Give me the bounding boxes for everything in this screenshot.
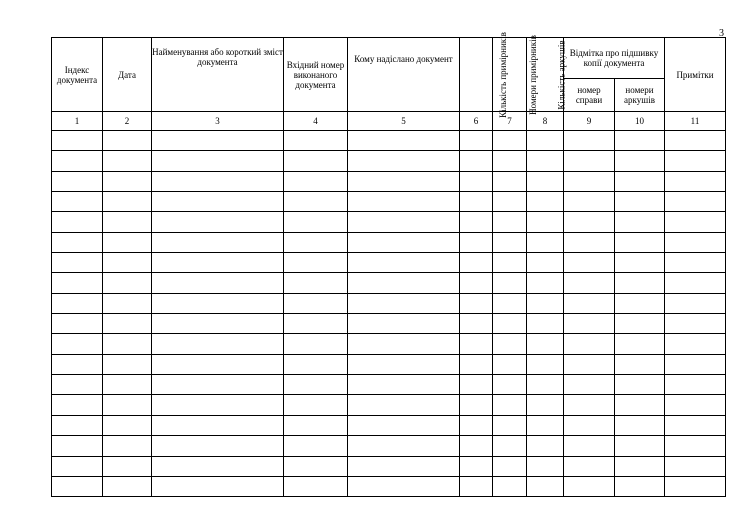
header-notes: Примітки xyxy=(665,38,726,112)
table-cell xyxy=(103,456,152,476)
table-cell xyxy=(493,476,527,496)
table-cell xyxy=(152,192,284,212)
table-cell xyxy=(348,334,460,354)
table-cell xyxy=(152,415,284,435)
table-row xyxy=(52,395,726,415)
table-cell xyxy=(460,232,493,252)
table-cell xyxy=(615,192,665,212)
table-cell xyxy=(152,151,284,171)
table-cell xyxy=(103,192,152,212)
table-row xyxy=(52,212,726,232)
table-cell xyxy=(665,253,726,273)
table-cell xyxy=(564,151,615,171)
table-cell xyxy=(564,293,615,313)
header-sheets-count xyxy=(527,38,567,112)
table-cell xyxy=(460,273,493,293)
table-cell xyxy=(52,171,103,191)
page-number: 3 xyxy=(719,28,724,39)
table-cell xyxy=(460,375,493,395)
table-cell xyxy=(348,415,460,435)
table-cell xyxy=(152,476,284,496)
table-cell xyxy=(665,293,726,313)
table-cell xyxy=(348,354,460,374)
table-cell xyxy=(564,375,615,395)
table-cell xyxy=(615,171,665,191)
table-row xyxy=(52,171,726,191)
table-cell xyxy=(493,253,527,273)
table-cell xyxy=(665,171,726,191)
table-cell xyxy=(493,293,527,313)
table-cell xyxy=(615,456,665,476)
table-cell xyxy=(284,171,348,191)
table-cell xyxy=(527,273,564,293)
table-cell xyxy=(52,131,103,151)
table-cell xyxy=(615,131,665,151)
table-cell xyxy=(103,151,152,171)
column-number: 6 xyxy=(460,112,493,131)
table-cell xyxy=(460,436,493,456)
table-cell xyxy=(348,232,460,252)
table-cell xyxy=(152,232,284,252)
table-cell xyxy=(103,314,152,334)
header-date: Дата xyxy=(103,38,152,112)
table-cell xyxy=(665,212,726,232)
table-cell xyxy=(493,171,527,191)
table-row xyxy=(52,192,726,212)
table-cell xyxy=(665,354,726,374)
table-cell xyxy=(493,212,527,232)
table-cell xyxy=(665,273,726,293)
table-cell xyxy=(284,151,348,171)
table-cell xyxy=(52,314,103,334)
table-cell xyxy=(615,476,665,496)
table-cell xyxy=(52,334,103,354)
column-number: 9 xyxy=(564,112,615,131)
table-cell xyxy=(348,131,460,151)
table-cell xyxy=(284,192,348,212)
table-cell xyxy=(665,192,726,212)
header-sent-to-text: Кому надіслано документ xyxy=(354,54,453,64)
header-copies-count xyxy=(460,31,508,118)
table-cell xyxy=(615,151,665,171)
table-row xyxy=(52,436,726,456)
table-cell xyxy=(152,436,284,456)
table-row xyxy=(52,354,726,374)
table-cell xyxy=(564,456,615,476)
header-copies-numbers xyxy=(493,34,538,115)
table-cell xyxy=(52,192,103,212)
table-cell xyxy=(564,253,615,273)
table-cell xyxy=(348,212,460,232)
table-cell xyxy=(152,131,284,151)
table-cell xyxy=(564,476,615,496)
table-cell xyxy=(103,375,152,395)
column-number: 4 xyxy=(284,112,348,131)
table-cell xyxy=(665,232,726,252)
header-title-text: Найменування або короткий зміст документа xyxy=(152,47,283,67)
table-cell xyxy=(615,273,665,293)
table-cell xyxy=(564,354,615,374)
table-cell xyxy=(615,395,665,415)
table-cell xyxy=(103,253,152,273)
table-cell xyxy=(348,151,460,171)
table-cell xyxy=(460,354,493,374)
header-sheets-count-text: Кількість аркушів xyxy=(556,39,567,110)
table-cell xyxy=(460,171,493,191)
table-cell xyxy=(615,314,665,334)
table-row xyxy=(52,415,726,435)
table-cell xyxy=(460,334,493,354)
table-cell xyxy=(348,395,460,415)
table-cell xyxy=(527,375,564,395)
table-cell xyxy=(52,354,103,374)
table-cell xyxy=(348,375,460,395)
table-cell xyxy=(348,293,460,313)
table-cell xyxy=(564,334,615,354)
table-cell xyxy=(460,212,493,232)
table-cell xyxy=(665,436,726,456)
header-filing-mark: Відмітка про підшивку копії документа xyxy=(564,38,665,79)
table-cell xyxy=(460,293,493,313)
table-cell xyxy=(460,253,493,273)
table-row xyxy=(52,131,726,151)
table-cell xyxy=(665,131,726,151)
table-cell xyxy=(460,131,493,151)
document-register-table xyxy=(51,31,726,497)
table-cell xyxy=(284,375,348,395)
table-cell xyxy=(284,212,348,232)
table-cell xyxy=(103,293,152,313)
table-cell xyxy=(460,415,493,435)
table-cell xyxy=(615,212,665,232)
table-cell xyxy=(564,192,615,212)
table-cell xyxy=(103,415,152,435)
table-cell xyxy=(152,395,284,415)
table-cell xyxy=(527,436,564,456)
table-cell xyxy=(665,314,726,334)
table-cell xyxy=(665,151,726,171)
table-cell xyxy=(615,253,665,273)
table-cell xyxy=(103,395,152,415)
table-cell xyxy=(665,476,726,496)
table-cell xyxy=(284,436,348,456)
table-cell xyxy=(152,334,284,354)
table-cell xyxy=(665,415,726,435)
table-cell xyxy=(493,314,527,334)
table-cell xyxy=(665,395,726,415)
table-cell xyxy=(52,375,103,395)
table-cell xyxy=(564,395,615,415)
table-cell xyxy=(284,314,348,334)
table-cell xyxy=(615,354,665,374)
table-cell xyxy=(665,334,726,354)
table-cell xyxy=(527,171,564,191)
table-cell xyxy=(152,171,284,191)
column-number: 3 xyxy=(152,112,284,131)
table-cell xyxy=(460,395,493,415)
table-cell xyxy=(460,476,493,496)
table-cell xyxy=(348,476,460,496)
table-cell xyxy=(527,415,564,435)
table-cell xyxy=(564,131,615,151)
table-cell xyxy=(460,314,493,334)
table-cell xyxy=(493,415,527,435)
table-cell xyxy=(152,273,284,293)
table-cell xyxy=(348,253,460,273)
column-number: 7 xyxy=(493,112,527,131)
table-cell xyxy=(493,395,527,415)
table-cell xyxy=(152,314,284,334)
table-cell xyxy=(493,354,527,374)
table-cell xyxy=(615,375,665,395)
table-cell xyxy=(284,395,348,415)
table-cell xyxy=(527,354,564,374)
table-cell xyxy=(284,476,348,496)
table-row xyxy=(52,476,726,496)
header-title xyxy=(152,38,284,112)
table-cell xyxy=(527,253,564,273)
table-cell xyxy=(348,192,460,212)
table-row xyxy=(52,293,726,313)
table-cell xyxy=(152,375,284,395)
table-row xyxy=(52,273,726,293)
table-cell xyxy=(493,456,527,476)
table-cell xyxy=(103,476,152,496)
header-copies-numbers-text: Номери примірників xyxy=(527,34,538,115)
table-cell xyxy=(564,314,615,334)
table-cell xyxy=(52,456,103,476)
table-cell xyxy=(527,232,564,252)
column-number-row xyxy=(52,112,726,131)
table-cell xyxy=(52,293,103,313)
table-cell xyxy=(152,456,284,476)
table-cell xyxy=(284,354,348,374)
table-cell xyxy=(103,212,152,232)
table-cell xyxy=(665,456,726,476)
table-cell xyxy=(564,436,615,456)
table-cell xyxy=(52,395,103,415)
table-cell xyxy=(527,212,564,232)
table-cell xyxy=(103,171,152,191)
header-case-number: номер справи xyxy=(564,79,615,112)
column-number: 11 xyxy=(665,112,726,131)
table-cell xyxy=(152,253,284,273)
table-cell xyxy=(52,151,103,171)
table-cell xyxy=(564,415,615,435)
table-cell xyxy=(460,151,493,171)
table-row xyxy=(52,253,726,273)
table-cell xyxy=(284,456,348,476)
table-cell xyxy=(527,395,564,415)
table-row xyxy=(52,456,726,476)
table-row xyxy=(52,375,726,395)
table-cell xyxy=(103,273,152,293)
table-cell xyxy=(665,375,726,395)
table-cell xyxy=(527,334,564,354)
table-cell xyxy=(284,293,348,313)
table-cell xyxy=(52,415,103,435)
table-cell xyxy=(284,415,348,435)
header-sent-to xyxy=(348,38,460,112)
table-cell xyxy=(527,131,564,151)
table-cell xyxy=(284,334,348,354)
table-cell xyxy=(348,436,460,456)
column-number: 2 xyxy=(103,112,152,131)
table-cell xyxy=(52,212,103,232)
table-cell xyxy=(284,253,348,273)
table-cell xyxy=(527,476,564,496)
table-row xyxy=(52,314,726,334)
table-cell xyxy=(493,273,527,293)
table-cell xyxy=(284,232,348,252)
table-cell xyxy=(103,232,152,252)
table-cell xyxy=(527,151,564,171)
table-row xyxy=(52,334,726,354)
table-cell xyxy=(52,476,103,496)
table-cell xyxy=(152,354,284,374)
table-cell xyxy=(615,293,665,313)
column-number: 5 xyxy=(348,112,460,131)
table-cell xyxy=(460,456,493,476)
header-row xyxy=(52,38,726,79)
table-cell xyxy=(493,192,527,212)
table-cell xyxy=(103,131,152,151)
table-cell xyxy=(52,436,103,456)
table-row xyxy=(52,151,726,171)
table-cell xyxy=(615,415,665,435)
table-cell xyxy=(527,314,564,334)
table-cell xyxy=(615,334,665,354)
table-cell xyxy=(615,232,665,252)
table-cell xyxy=(152,212,284,232)
table-cell xyxy=(615,436,665,456)
header-incoming: Вхідний номер виконаного документа xyxy=(284,38,348,112)
table-cell xyxy=(152,293,284,313)
table-cell xyxy=(493,334,527,354)
column-number: 10 xyxy=(615,112,665,131)
header-copies-count-text: Кількість примірників xyxy=(497,31,508,118)
table-cell xyxy=(103,436,152,456)
table-cell xyxy=(493,436,527,456)
table-cell xyxy=(493,131,527,151)
table-cell xyxy=(103,354,152,374)
table-cell xyxy=(493,151,527,171)
table-row xyxy=(52,232,726,252)
table-body xyxy=(52,131,726,497)
table-cell xyxy=(493,232,527,252)
table-cell xyxy=(460,192,493,212)
table-cell xyxy=(527,192,564,212)
table-cell xyxy=(348,171,460,191)
table-cell xyxy=(527,293,564,313)
header-sheet-numbers: номери аркушів xyxy=(615,79,665,112)
table-cell xyxy=(52,253,103,273)
table-cell xyxy=(564,212,615,232)
table-cell xyxy=(564,232,615,252)
table-cell xyxy=(564,171,615,191)
table-cell xyxy=(52,273,103,293)
table-cell xyxy=(564,273,615,293)
column-number: 8 xyxy=(527,112,564,131)
table-cell xyxy=(348,314,460,334)
table-cell xyxy=(52,232,103,252)
column-number: 1 xyxy=(52,112,103,131)
table-cell xyxy=(493,375,527,395)
table-cell xyxy=(527,456,564,476)
header-index: Індекс документа xyxy=(52,38,103,112)
table-cell xyxy=(348,456,460,476)
table-cell xyxy=(284,131,348,151)
table-cell xyxy=(103,334,152,354)
table-cell xyxy=(348,273,460,293)
table-cell xyxy=(284,273,348,293)
